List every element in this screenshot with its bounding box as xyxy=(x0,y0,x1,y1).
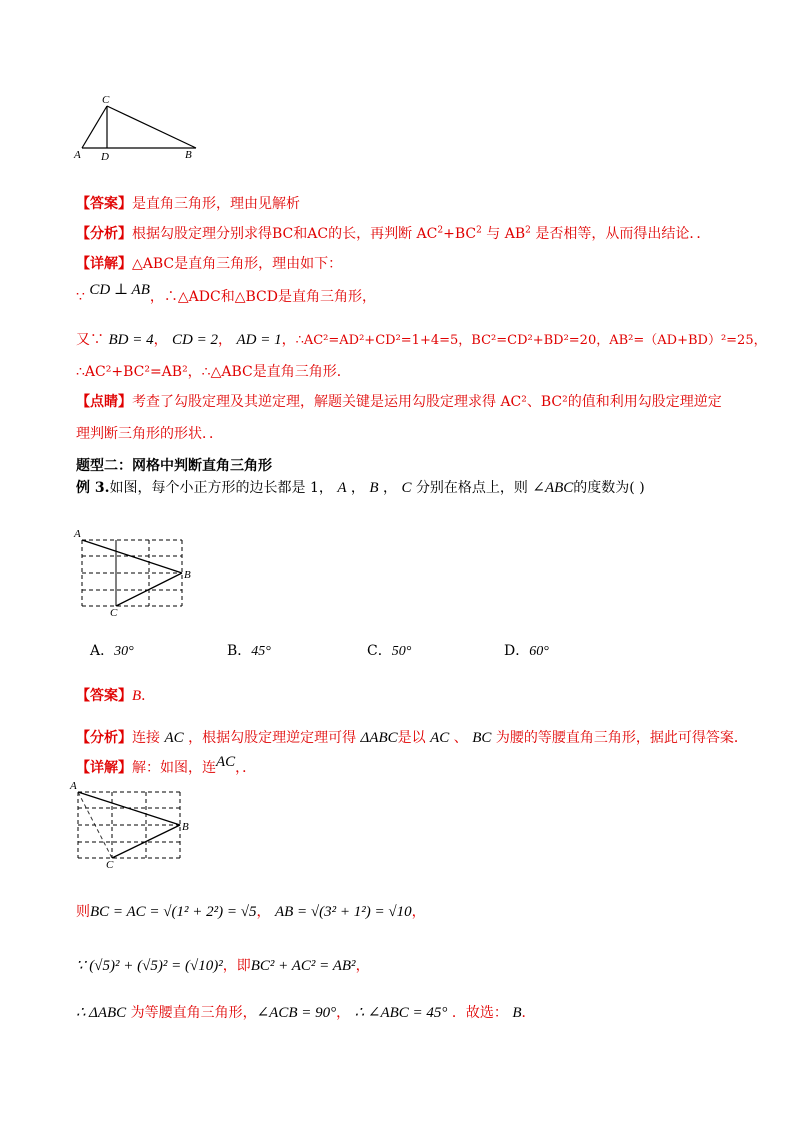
cd-perp-ab: CD ⊥ AB xyxy=(89,282,150,298)
answer-tag: 【答案】 xyxy=(76,196,132,212)
svg-text:C: C xyxy=(106,859,114,868)
solution-line-3: ∴ ΔABC 为等腰直角三角形，∠ACB = 90°， ∴ ∠ABC = 45° ．故选： B． xyxy=(76,1005,536,1021)
comment-line-2: 理判断三角形的形状．． xyxy=(76,426,223,442)
label-b: B xyxy=(185,149,192,161)
detail-line-1: 【详解】△ABC是直角三角形，理由如下： xyxy=(76,256,343,272)
answer-line-2: 【答案】B． xyxy=(76,688,156,704)
option-b[interactable]: B．45° xyxy=(227,643,271,659)
svg-text:B: B xyxy=(182,821,189,833)
answer-text: 是直角三角形，理由见解析 xyxy=(132,196,300,212)
svg-text:A: A xyxy=(74,528,81,540)
label-d: D xyxy=(101,151,109,163)
comment-line-1: 【点睛】考查了勾股定理及其逆定理，解题关键是运用勾股定理求得 AC²、BC²的值和利用勾股定理逆定 xyxy=(76,394,722,410)
reason-line-3: ∴AC²+BC²=AB²，∴△ABC是直角三角形． xyxy=(76,364,351,380)
figure-triangle-altitude xyxy=(70,92,210,164)
analysis-line-2: 【分析】连接 AC ，根据勾股定理逆定理可得 ΔABC是以 AC 、 BC 为腰的等腰直角三角形，据此可得答案． xyxy=(76,730,748,746)
solution-line-2: ∵ (√5)² + (√5)² = (√10)²，即BC² + AC² = AB²， xyxy=(76,958,370,974)
reason-line-1: ∵ CD ⊥ AB，∴△ADC和△BCD是直角三角形， xyxy=(76,282,376,305)
label-a: A xyxy=(74,149,81,161)
solution-line-1: 则BC = AC = √(1² + 2²) = √5， AB = √(3² + 1²) = √10， xyxy=(76,904,426,920)
svg-text:C: C xyxy=(110,607,118,616)
option-c[interactable]: C．50° xyxy=(367,643,412,659)
answer-line-1 xyxy=(76,194,300,214)
example-3-question: 例 3.如图，每个小正方形的边长都是 1， A ， B ， C 分别在格点上，则 ∠ABC的度数为( ) xyxy=(76,480,645,496)
detail-line-2: 【详解】解：如图，连AC，． xyxy=(76,754,257,776)
svg-text:A: A xyxy=(70,780,77,792)
analysis-line-1: 【分析】根据勾股定理分别求得BC和AC的长，再判断 $AC^2+BC^2$ 与 $AB^2$ 是否相等，从而得出结论．． xyxy=(76,225,711,242)
figure-grid-2 xyxy=(68,778,203,868)
option-d[interactable]: D．60° xyxy=(504,643,549,659)
section-heading: 题型二：网格中判断直角三角形 xyxy=(76,458,272,474)
reason-line-2: 又∵ BD = 4， CD = 2， AD = 1，∴AC²=AD²+CD²=1+4=5，BC²=CD²+BD²=20，AB²=（AD+BD）²=25， xyxy=(76,332,767,348)
label-c: C xyxy=(102,94,110,106)
figure-grid-1 xyxy=(72,526,202,616)
option-a[interactable]: A．30° xyxy=(90,643,134,659)
svg-text:B: B xyxy=(184,569,191,581)
